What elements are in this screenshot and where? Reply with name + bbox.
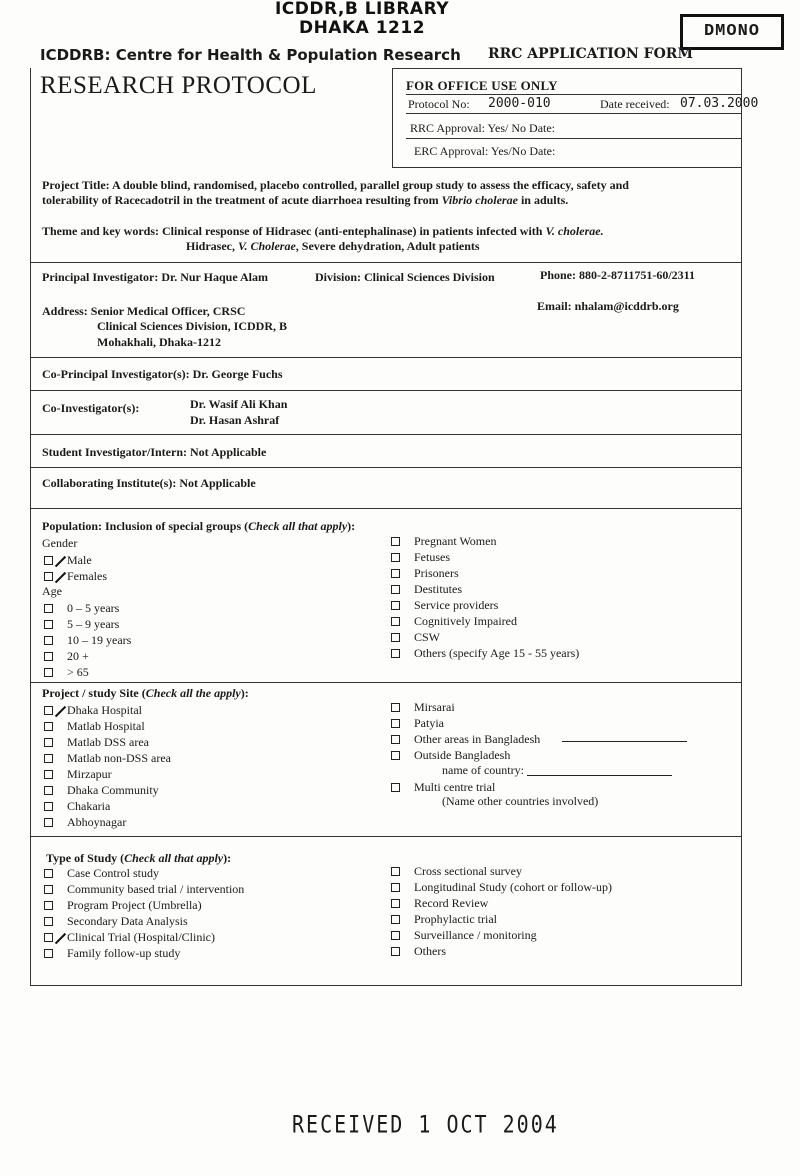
age-label: Age [42, 584, 62, 598]
gender-label: Gender [42, 536, 78, 550]
checkbox-label: Family follow-up study [67, 946, 181, 960]
checkbox[interactable] [391, 783, 400, 792]
checkbox[interactable] [44, 604, 53, 613]
checkbox[interactable] [391, 585, 400, 594]
study-left-item [44, 898, 202, 913]
checkbox-label: Matlab non-DSS area [67, 751, 171, 765]
pop-left-item [44, 665, 89, 680]
site-left-item [44, 735, 149, 750]
theme-keywords [186, 239, 480, 254]
site-heading-end: ): [240, 686, 249, 700]
divider-pi [30, 262, 742, 263]
checkbox-label: 20 + [67, 649, 89, 663]
checkbox[interactable] [44, 706, 53, 715]
site-right-item [391, 780, 495, 795]
checkbox-label: Pregnant Women [414, 534, 497, 548]
checkbox[interactable] [44, 786, 53, 795]
checkbox-label: Cognitively Impaired [414, 614, 517, 628]
checkbox-label: Outside Bangladesh [414, 748, 511, 762]
checkbox-label: Community based trial / intervention [67, 882, 245, 896]
checkbox[interactable] [391, 617, 400, 626]
checkbox[interactable] [44, 885, 53, 894]
site-left-item [44, 815, 126, 830]
checkbox[interactable] [391, 751, 400, 760]
checkbox[interactable] [391, 735, 400, 744]
theme-line1-organism: V. cholerae. [545, 224, 604, 238]
study-left-item [44, 882, 244, 897]
checkbox[interactable] [44, 802, 53, 811]
checkbox[interactable] [44, 652, 53, 661]
checkbox[interactable] [391, 867, 400, 876]
study-right-item [391, 928, 537, 943]
population-heading-end: ): [347, 519, 356, 533]
email: Email: nhalam@icddrb.org [537, 299, 679, 313]
checkbox[interactable] [391, 931, 400, 940]
checkbox-label: > 65 [67, 665, 89, 679]
page-title: RESEARCH PROTOCOL [40, 72, 317, 99]
checkbox-label: Matlab DSS area [67, 735, 149, 749]
checkbox-label: Fetuses [414, 550, 450, 564]
checkbox-label: Surveillance / monitoring [414, 928, 537, 942]
site-right-item [391, 748, 510, 763]
population-heading [42, 519, 355, 534]
site-left-item [44, 751, 171, 766]
checkbox[interactable] [391, 947, 400, 956]
co-investigator-1: Dr. Wasif Ali Khan [190, 397, 288, 411]
population-heading-text: Population: Inclusion of special groups ( [42, 519, 249, 533]
checkbox[interactable] [44, 572, 53, 581]
checkbox-label: Abhoynagar [67, 815, 127, 829]
pop-right-item [391, 582, 462, 597]
site-right-item [391, 716, 444, 731]
pop-left-item [44, 649, 89, 664]
checkbox[interactable] [391, 883, 400, 892]
student-investigator: Student Investigator/Intern: Not Applicable [42, 445, 267, 459]
country-label: name of country: [442, 763, 524, 777]
co-investigator-label: Co-Investigator(s): [42, 401, 140, 415]
study-left-item [44, 946, 180, 961]
pop-right-item [391, 646, 579, 661]
site-heading-italic: Check all the apply [145, 686, 241, 700]
checkbox[interactable] [44, 636, 53, 645]
erc-approval: ERC Approval: Yes/No Date: [414, 144, 556, 158]
date-received-value: 07.03.2000 [680, 96, 759, 111]
checkbox-label: Longitudinal Study (cohort or follow-up) [414, 880, 612, 894]
checkbox-label: Program Project (Umbrella) [67, 898, 202, 912]
organization-name: ICDDRB: Centre for Health & Population Research [40, 46, 461, 64]
collaborating-institutes: Collaborating Institute(s): Not Applicable [42, 476, 256, 490]
divider-site [30, 682, 742, 683]
checkbox[interactable] [44, 754, 53, 763]
checkbox-label: Other areas in Bangladesh [414, 732, 541, 746]
rrc-approval: RRC Approval: Yes/ No Date: [410, 121, 556, 135]
site-left-item [44, 783, 159, 798]
checkbox[interactable] [44, 901, 53, 910]
pop-left-item [44, 617, 119, 632]
checkbox-label: Clinical Trial (Hospital/Clinic) [67, 930, 215, 944]
site-left-item [44, 703, 142, 718]
project-title-line2 [42, 193, 568, 208]
co-principal-investigator: Co-Principal Investigator(s): Dr. George Fuchs [42, 367, 283, 381]
office-divider-3 [406, 138, 742, 139]
study-left-item [44, 866, 159, 881]
checkbox-label: Patyia [414, 716, 444, 730]
checkbox-label: Females [67, 569, 107, 583]
library-stamp [262, 0, 462, 38]
checkbox[interactable] [391, 553, 400, 562]
theme-line1 [42, 224, 604, 239]
study-right-item [391, 896, 488, 911]
protocol-no-value: 2000-010 [488, 96, 551, 111]
theme-line2-organism: V. Cholerae [238, 239, 296, 253]
divider-population [30, 508, 742, 509]
project-title-line2-pre: tolerability of Racecadotril in the treatment of acute diarrhoea resulting from [42, 193, 442, 207]
checkbox[interactable] [391, 633, 400, 642]
study-heading-end: ): [223, 851, 232, 865]
checkbox-label: Cross sectional survey [414, 864, 522, 878]
address-line3: Mohakhali, Dhaka-1212 [97, 335, 222, 349]
checkbox[interactable] [44, 933, 53, 942]
checkbox[interactable] [391, 899, 400, 908]
study-heading-italic: Check all that apply [124, 851, 224, 865]
checkbox-label: Multi centre trial [414, 780, 496, 794]
site-heading-text: Project / study Site ( [42, 686, 146, 700]
checkbox[interactable] [391, 649, 400, 658]
country-input[interactable] [527, 764, 672, 776]
library-stamp-line2: DHAKA 1212 [298, 18, 426, 38]
project-title-line1: Project Title: A double blind, randomised, placebo controlled, parallel group study to assess the efficacy, safety and [42, 178, 629, 192]
pop-left-item [44, 633, 131, 648]
divider-student [30, 434, 742, 435]
checkbox-label: Prisoners [414, 566, 459, 580]
checkbox[interactable] [391, 915, 400, 924]
pop-left-item [44, 553, 92, 568]
checkbox[interactable] [44, 738, 53, 747]
office-divider-1 [406, 94, 742, 95]
protocol-no-label: Protocol No: [408, 97, 470, 111]
divider-co-inv [30, 390, 742, 391]
study-right-item [391, 880, 612, 895]
site-left-item [44, 799, 110, 814]
checkbox[interactable] [44, 556, 53, 565]
theme-line2-post: , Severe dehydration, Adult patients [295, 239, 480, 253]
checkbox-label: Service providers [414, 598, 499, 612]
checkbox[interactable] [391, 703, 400, 712]
pop-left-item [44, 601, 119, 616]
study-heading [46, 851, 231, 866]
division: Division: Clinical Sciences Division [315, 270, 495, 284]
site-right-item [391, 700, 455, 715]
pop-right-item [391, 566, 459, 581]
checkbox[interactable] [391, 601, 400, 610]
study-right-item [391, 912, 497, 927]
pop-left-item [44, 569, 107, 584]
checkbox[interactable] [44, 917, 53, 926]
study-right-item [391, 944, 446, 959]
pop-right-item [391, 630, 440, 645]
study-left-item [44, 914, 188, 929]
form-name: RRC APPLICATION FORM [488, 46, 693, 62]
phone: Phone: 880-2-8711751-60/2311 [540, 268, 695, 282]
dmono-stamp: DMONO [680, 14, 784, 50]
checkbox-label: 5 – 9 years [67, 617, 120, 631]
checkbox-label: 0 – 5 years [67, 601, 120, 615]
checkbox-label: Dhaka Community [67, 783, 159, 797]
site-left-item [44, 767, 112, 782]
library-stamp-line1: ICDDR,B LIBRARY [274, 0, 450, 19]
checkbox-label: Others [414, 944, 446, 958]
population-heading-italic: Check all that apply [248, 519, 348, 533]
divider-study [30, 836, 742, 837]
office-divider-2 [406, 113, 742, 114]
divider-co-pi [30, 357, 742, 358]
checkbox[interactable] [44, 949, 53, 958]
checkbox-label: Secondary Data Analysis [67, 914, 188, 928]
checkbox-label: Mirsarai [414, 700, 455, 714]
checkbox-label: Prophylactic trial [414, 912, 497, 926]
office-box-top [392, 68, 742, 69]
co-investigator-2: Dr. Hasan Ashraf [190, 413, 280, 427]
checkbox-label: Case Control study [67, 866, 159, 880]
study-left-item [44, 930, 215, 945]
checkbox[interactable] [44, 722, 53, 731]
checkbox-label: Chakaria [67, 799, 111, 813]
checkbox-label: Male [67, 553, 92, 567]
project-title-organism: Vibrio cholerae [441, 193, 518, 207]
checkbox-label: Dhaka Hospital [67, 703, 142, 717]
theme-line1-pre: Theme and key words: Clinical response of Hidrasec (anti-entephalinase) in patients infected with [42, 224, 546, 238]
pop-right-item [391, 598, 498, 613]
other-areas-input[interactable] [562, 741, 687, 742]
project-title-line2-post: in adults. [517, 193, 569, 207]
office-use-label: FOR OFFICE USE ONLY [406, 78, 558, 93]
checkbox[interactable] [44, 869, 53, 878]
checkbox-label: 10 – 19 years [67, 633, 132, 647]
checkbox-label: Mirzapur [67, 767, 112, 781]
address-line1: Address: Senior Medical Officer, CRSC [42, 304, 246, 318]
received-stamp: RECEIVED 1 OCT 2004 [292, 1109, 559, 1139]
address-line2: Clinical Sciences Division, ICDDR, B [97, 319, 288, 333]
date-received-label: Date received: [600, 97, 670, 111]
checkbox-label: Matlab Hospital [67, 719, 145, 733]
pop-right-item [391, 614, 517, 629]
checkbox[interactable] [44, 620, 53, 629]
principal-investigator: Principal Investigator: Dr. Nur Haque Alam [42, 270, 269, 284]
study-heading-text: Type of Study ( [46, 851, 125, 865]
site-right-item [391, 732, 540, 747]
checkbox-label: Record Review [414, 896, 489, 910]
site-left-item [44, 719, 145, 734]
country-field [442, 763, 672, 778]
checkbox[interactable] [391, 537, 400, 546]
checkbox[interactable] [44, 668, 53, 677]
pop-right-item [391, 550, 450, 565]
checkbox[interactable] [391, 569, 400, 578]
checkbox-label: CSW [414, 630, 441, 644]
study-right-item [391, 864, 522, 879]
checkbox[interactable] [44, 770, 53, 779]
checkbox-label: Destitutes [414, 582, 462, 596]
checkbox[interactable] [44, 818, 53, 827]
multi-centre-note: (Name other countries involved) [442, 794, 599, 808]
checkbox[interactable] [391, 719, 400, 728]
site-heading [42, 686, 249, 701]
pop-right-item [391, 534, 496, 549]
theme-line2-pre: Hidrasec, [186, 239, 238, 253]
checkbox-label: Others (specify Age 15 - 55 years) [414, 646, 580, 660]
divider-collab [30, 467, 742, 468]
